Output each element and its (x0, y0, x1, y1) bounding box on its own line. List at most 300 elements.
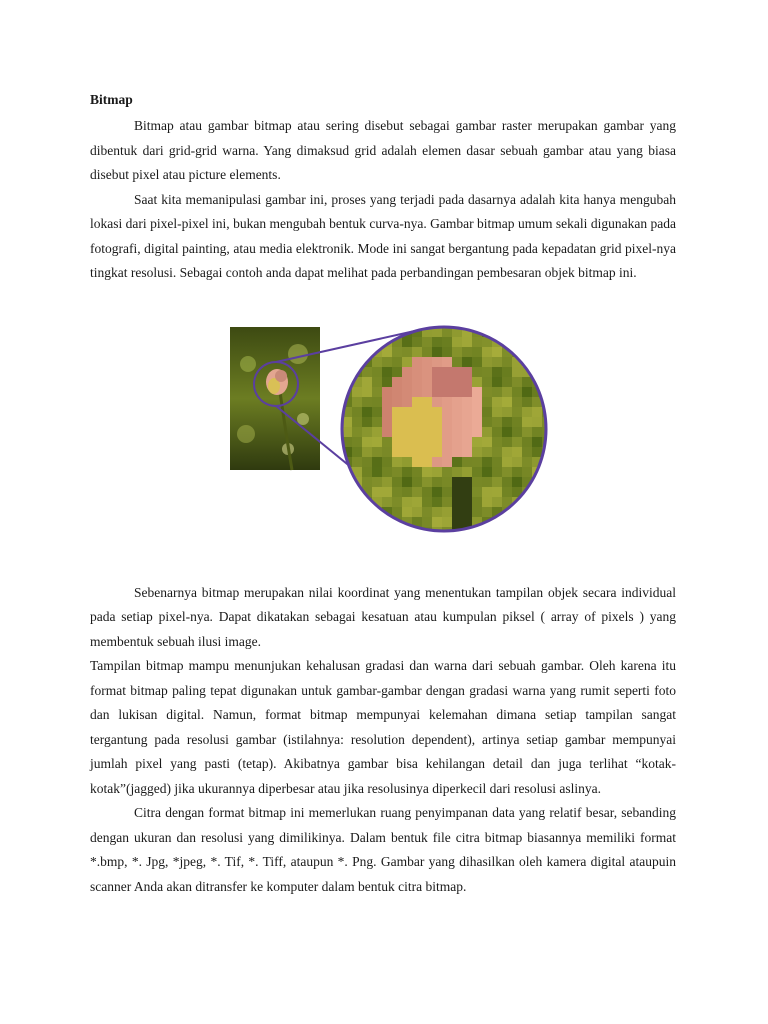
pixel-cell (432, 417, 442, 427)
pixel-cell (422, 387, 432, 397)
pixel-cell (442, 487, 452, 497)
pixel-cell (452, 517, 462, 527)
pixel-cell (542, 527, 548, 537)
pixel-cell (392, 377, 402, 387)
pixel-cell (432, 377, 442, 387)
pixel-cell (392, 387, 402, 397)
pixel-cell (492, 497, 502, 507)
pixel-cell (442, 447, 452, 457)
paragraph-2: Saat kita memanipulasi gambar ini, proses yang terjadi pada dasarnya adalah kita hanya mengubah lokasi dari pixel-pixel ini, bukan mengubah bentuk curva-nya. Gambar bitmap umum sekali digunakan pada fotografi, digital painting, atau media elektronik. Mode ini sangat bergantung pada kepadatan grid pixel-nya tingkat resolusi. Sebagai contoh anda dapat melihat pada perbandingan pembesaran objek bitmap ini. (90, 191, 676, 280)
pixel-cell (542, 517, 548, 527)
pixel-cell (432, 467, 442, 477)
pixel-cell (432, 457, 442, 467)
pixel-cell (372, 407, 382, 417)
pixel-cell (362, 427, 372, 437)
pixel-cell (442, 427, 452, 437)
pixel-cell (442, 397, 452, 407)
pixel-cell (532, 337, 542, 347)
pixel-cell (462, 507, 472, 517)
pixel-cell (452, 417, 462, 427)
pixel-cell (522, 507, 532, 517)
pixel-cell (402, 337, 412, 347)
pixel-cell (392, 407, 402, 417)
pixel-cell (532, 517, 542, 527)
pixel-cell (442, 497, 452, 507)
pixel-cell (522, 327, 532, 337)
pixel-cell (372, 417, 382, 427)
pixel-cell (542, 337, 548, 347)
pixel-cell (522, 337, 532, 347)
pixel-cell (452, 387, 462, 397)
pixel-cell (442, 367, 452, 377)
pixel-cell (382, 377, 392, 387)
pixel-cell (402, 487, 412, 497)
pixel-cell (432, 387, 442, 397)
pixel-cell (522, 397, 532, 407)
pixel-cell (352, 357, 362, 367)
pixel-cell (352, 457, 362, 467)
pixel-cell (452, 457, 462, 467)
pixel-cell (452, 497, 462, 507)
pixel-cell (482, 377, 492, 387)
pixel-cell (472, 357, 482, 367)
pixel-cell (472, 407, 482, 417)
pixel-cell (472, 387, 482, 397)
pixel-cell (492, 527, 502, 537)
pixel-cell (502, 527, 512, 537)
pixel-cell (492, 427, 502, 437)
pixel-cell (372, 387, 382, 397)
pixel-cell (372, 477, 382, 487)
pixel-cell (502, 377, 512, 387)
pixel-cell (402, 397, 412, 407)
pixel-cell (492, 347, 502, 357)
pixel-cell (382, 487, 392, 497)
pixel-cell (432, 407, 442, 417)
pixel-cell (422, 427, 432, 437)
pixel-cell (402, 507, 412, 517)
pixel-cell (492, 357, 502, 367)
pixel-cell (532, 497, 542, 507)
pixel-cell (522, 517, 532, 527)
pixel-cell (362, 327, 372, 337)
pixel-cell (522, 457, 532, 467)
pixel-cell (422, 437, 432, 447)
pixel-cell (412, 477, 422, 487)
pixel-cell (362, 457, 372, 467)
pixel-cell (462, 427, 472, 437)
pixel-cell (452, 397, 462, 407)
pixel-cell (492, 397, 502, 407)
pixel-cell (522, 347, 532, 357)
pixel-cell (382, 397, 392, 407)
paragraph-1: Bitmap atau gambar bitmap atau sering disebut sebagai gambar raster merupakan gambar yang dibentuk dari grid-grid warna. Yang dimaksud grid adalah elemen dasar sebuah gambar atau yang biasa disebut pixel atau picture elements. (90, 118, 676, 182)
pixel-cell (462, 397, 472, 407)
pixel-cell (432, 437, 442, 447)
pixel-cell (502, 357, 512, 367)
pixel-cell (472, 497, 482, 507)
pixel-cell (432, 337, 442, 347)
pixel-cell (422, 377, 432, 387)
pixel-cell (412, 447, 422, 457)
pixel-cell (392, 467, 402, 477)
pixel-cell (492, 327, 502, 337)
pixel-cell (492, 377, 502, 387)
pixel-cell (472, 397, 482, 407)
pixel-cell (422, 467, 432, 477)
pixel-cell (402, 387, 412, 397)
pixel-cell (342, 487, 352, 497)
pixel-cell (412, 417, 422, 427)
pixel-cell (532, 447, 542, 457)
pixel-cell (442, 337, 452, 347)
document-page (90, 90, 676, 899)
pixel-cell (392, 527, 402, 537)
pixel-cell (412, 387, 422, 397)
pixel-cell (482, 477, 492, 487)
pixel-cell (502, 407, 512, 417)
pixel-cell (402, 467, 412, 477)
pixel-cell (402, 367, 412, 377)
pixel-cell (532, 437, 542, 447)
pixel-cell (402, 417, 412, 427)
pixel-cell (432, 427, 442, 437)
pixel-cell (442, 507, 452, 517)
pixel-cell (472, 527, 482, 537)
pixel-cell (522, 407, 532, 417)
pixel-cell (512, 327, 522, 337)
pixel-cell (532, 527, 542, 537)
pixel-cell (392, 427, 402, 437)
pixel-cell (532, 417, 542, 427)
pixel-cell (462, 357, 472, 367)
pixel-cell (382, 417, 392, 427)
pixel-cell (392, 477, 402, 487)
pixel-cell (512, 407, 522, 417)
pixel-cell (472, 487, 482, 497)
pixel-cell (342, 517, 352, 527)
pixel-cell (422, 417, 432, 427)
pixel-cell (492, 477, 502, 487)
pixel-cell (532, 487, 542, 497)
pixel-cell (362, 527, 372, 537)
pixel-cell (442, 377, 452, 387)
pixel-cell (462, 477, 472, 487)
pixel-cell (372, 427, 382, 437)
pixel-cell (362, 397, 372, 407)
pixel-cell (352, 527, 362, 537)
pixel-cell (502, 517, 512, 527)
pixel-cell (502, 327, 512, 337)
pixel-cell (482, 447, 492, 457)
paragraph-3: Sebenarnya bitmap merupakan nilai koordinat yang menentukan tampilan objek secara individual pada setiap pixel-nya. Dapat dikatakan sebagai kesatuan atau kumpulan piksel ( array of pixels ) yang membentuk sebuah ilusi image. (90, 584, 676, 649)
pixel-cell (532, 327, 542, 337)
pixel-cell (472, 447, 482, 457)
pixel-cell (372, 467, 382, 477)
pixel-cell (452, 407, 462, 417)
pixel-cell (492, 457, 502, 467)
pixel-cell (392, 457, 402, 467)
pixel-cell (422, 487, 432, 497)
pixel-cell (412, 427, 422, 437)
pixel-cell (422, 347, 432, 357)
pixel-cell (392, 447, 402, 457)
pixel-cell (542, 497, 548, 507)
pixel-cell (522, 437, 532, 447)
pixel-cell (372, 397, 382, 407)
pixel-cell (512, 387, 522, 397)
pixel-cell (432, 487, 442, 497)
pixel-cell (352, 407, 362, 417)
pixel-cell (382, 437, 392, 447)
pixel-cell (392, 507, 402, 517)
pixel-cell (532, 507, 542, 517)
pixel-cell (352, 347, 362, 357)
original-thumbnail (230, 327, 320, 470)
pixel-cell (452, 357, 462, 367)
pixel-cell (402, 447, 412, 457)
pixel-cell (382, 477, 392, 487)
pixel-cell (432, 357, 442, 367)
pixel-cell (472, 467, 482, 477)
pixel-cell (522, 497, 532, 507)
pixel-cell (502, 477, 512, 487)
pixel-cell (362, 387, 372, 397)
pixel-cell (452, 427, 462, 437)
pixel-cell (512, 417, 522, 427)
pixel-cell (412, 377, 422, 387)
pixel-cell (422, 357, 432, 367)
pixel-cell (342, 327, 352, 337)
pixel-cell (442, 467, 452, 477)
pixel-cell (512, 467, 522, 477)
pixel-cell (342, 357, 352, 367)
pixel-cell (512, 477, 522, 487)
pixel-cell (462, 417, 472, 427)
pixel-cell (402, 437, 412, 447)
section-heading: Bitmap (90, 92, 133, 107)
pixel-cell (462, 407, 472, 417)
pixel-cell (542, 367, 548, 377)
pixel-cell (412, 487, 422, 497)
pixel-cell (382, 357, 392, 367)
pixel-cell (532, 427, 542, 437)
pixel-cell (442, 407, 452, 417)
pixel-cell (392, 437, 402, 447)
pixel-cell (382, 367, 392, 377)
pixel-cell (502, 367, 512, 377)
pixel-cell (422, 477, 432, 487)
pixel-cell (462, 497, 472, 507)
pixel-cell (362, 477, 372, 487)
pixel-cell (462, 457, 472, 467)
pixel-cell (482, 367, 492, 377)
bitmap-zoom-illustration (228, 324, 548, 539)
pixel-cell (422, 517, 432, 527)
pixel-cell (412, 407, 422, 417)
pixel-cell (392, 417, 402, 427)
pixel-cell (352, 417, 362, 427)
pixel-cell (342, 497, 352, 507)
pixel-cell (412, 437, 422, 447)
pixel-cell (422, 497, 432, 507)
pixel-cell (492, 387, 502, 397)
pixel-cell (502, 457, 512, 467)
pixel-cell (392, 397, 402, 407)
pixel-cell (462, 517, 472, 527)
pixel-cell (502, 467, 512, 477)
pixel-cell (472, 437, 482, 447)
pixel-cell (372, 437, 382, 447)
pixel-cell (452, 337, 462, 347)
pixel-cell (452, 347, 462, 357)
pixel-cell (422, 447, 432, 457)
pixel-cell (522, 447, 532, 457)
pixel-cell (412, 357, 422, 367)
pixel-cell (442, 387, 452, 397)
pixel-cell (422, 397, 432, 407)
pixel-cell (402, 377, 412, 387)
pixel-cell (452, 477, 462, 487)
pixel-cell (542, 487, 548, 497)
pixel-cell (352, 497, 362, 507)
pixel-cell (522, 377, 532, 387)
pixel-cell (382, 387, 392, 397)
pixel-cell (362, 447, 372, 457)
pixel-cell (502, 397, 512, 407)
pixel-cell (482, 387, 492, 397)
pixel-cell (532, 367, 542, 377)
pixel-cell (512, 527, 522, 537)
pixel-cell (512, 367, 522, 377)
pixel-cell (432, 447, 442, 457)
pixel-cell (382, 457, 392, 467)
pixel-cell (362, 377, 372, 387)
pixel-cell (362, 507, 372, 517)
pixel-cell (542, 347, 548, 357)
pixel-cell (472, 347, 482, 357)
pixel-cell (522, 527, 532, 537)
pixel-cell (402, 407, 412, 417)
pixel-cell (472, 377, 482, 387)
pixel-cell (442, 517, 452, 527)
pixel-cell (412, 347, 422, 357)
pixel-cell (452, 447, 462, 457)
pixel-cell (382, 407, 392, 417)
pixel-cell (392, 347, 402, 357)
pixel-cell (522, 427, 532, 437)
pixel-cell (402, 347, 412, 357)
pixel-cell (352, 517, 362, 527)
pixel-cell (462, 437, 472, 447)
pixel-cell (542, 467, 548, 477)
pixel-cell (432, 347, 442, 357)
pixel-cell (362, 417, 372, 427)
pixel-cell (432, 367, 442, 377)
pixel-cell (352, 327, 362, 337)
pixel-cell (412, 337, 422, 347)
pixel-cell (352, 387, 362, 397)
pixel-cell (352, 507, 362, 517)
pixel-cell (372, 517, 382, 527)
pixel-cell (352, 437, 362, 447)
pixel-cell (452, 467, 462, 477)
paragraph-5: Citra dengan format bitmap ini memerlukan ruang penyimpanan data yang relatif besar, sebanding dengan ukuran dan resolusi yang dimilikinya. Dalam bentuk file citra bitmap biasannya memiliki format *.bmp, *. Jpg, *jpeg, *. Tif, *. Tiff, ataupun *. Png. Gambar yang dihasilkan oleh kamera digital ataupuin scanner Anda akan ditransfer ke komputer dalam bentuk citra bitmap. (90, 805, 676, 894)
pixel-cell (482, 437, 492, 447)
pixel-cell (472, 367, 482, 377)
pixel-cell (512, 517, 522, 527)
pixel-cell (342, 347, 352, 357)
pixel-cell (492, 367, 502, 377)
pixel-cell (492, 437, 502, 447)
pixel-cell (402, 497, 412, 507)
pixel-cell (502, 427, 512, 437)
pixel-cell (462, 367, 472, 377)
pixel-cell (382, 447, 392, 457)
pixel-cell (362, 437, 372, 447)
pixel-cell (472, 427, 482, 437)
pixel-cell (352, 397, 362, 407)
pixel-cell (502, 387, 512, 397)
pixel-cell (442, 477, 452, 487)
pixel-cell (542, 477, 548, 487)
pixel-cell (362, 517, 372, 527)
pixel-cell (362, 347, 372, 357)
pixel-cell (452, 377, 462, 387)
pixel-cell (482, 347, 492, 357)
pixel-cell (442, 357, 452, 367)
pixel-cell (482, 427, 492, 437)
pixel-cell (482, 467, 492, 477)
pixel-cell (512, 337, 522, 347)
pixel-cell (402, 477, 412, 487)
pixel-cell (472, 417, 482, 427)
pixel-cell (502, 437, 512, 447)
pixel-cell (472, 337, 482, 347)
paragraph-4: Tampilan bitmap mampu menunjukan kehalusan gradasi dan warna dari sebuah gambar. Oleh karena itu format bitmap paling tepat digunakan untuk gambar-gambar dengan gradasi warna yang rumit seperti foto dan lukisan digital. Namun, format bitmap mempunyai kelemahan dimana setiap tampilan sangat tergantung pada resolusi gambar (istilahnya: resolution dependent), artinya setiap gambar mempunyai jumlah pixel yang pasti (tetap). Akibatnya gambar bisa kehilangan detail dan juga terlihat “kotak-kotak”(jagged) jika ukurannya diperbesar atau jika resolusinya diperkecil dari resolusi aslinya. (90, 658, 676, 796)
pixel-cell (482, 527, 492, 537)
pixel-cell (512, 457, 522, 467)
pixel-cell (422, 337, 432, 347)
pixel-cell (452, 487, 462, 497)
pixel-cell (452, 437, 462, 447)
pixel-cell (422, 407, 432, 417)
pixel-cell (492, 487, 502, 497)
pixel-cell (432, 507, 442, 517)
pixel-cell (482, 357, 492, 367)
pixel-cell (442, 347, 452, 357)
pixel-cell (462, 467, 472, 477)
pixel-cell (412, 507, 422, 517)
pixel-cell (472, 477, 482, 487)
pixel-cell (462, 487, 472, 497)
pixel-cell (412, 457, 422, 467)
pixel-cell (542, 387, 548, 397)
pixel-cell (382, 497, 392, 507)
pixel-cell (372, 327, 382, 337)
pixel-cell (492, 467, 502, 477)
pixel-cell (462, 347, 472, 357)
pixel-cell (372, 527, 382, 537)
pixel-cell (442, 417, 452, 427)
pixel-cell (392, 497, 402, 507)
pixel-cell (522, 417, 532, 427)
pixel-cell (512, 397, 522, 407)
pixel-cell (372, 357, 382, 367)
pixel-cell (472, 457, 482, 467)
pixel-cell (522, 387, 532, 397)
pixel-cell (402, 427, 412, 437)
